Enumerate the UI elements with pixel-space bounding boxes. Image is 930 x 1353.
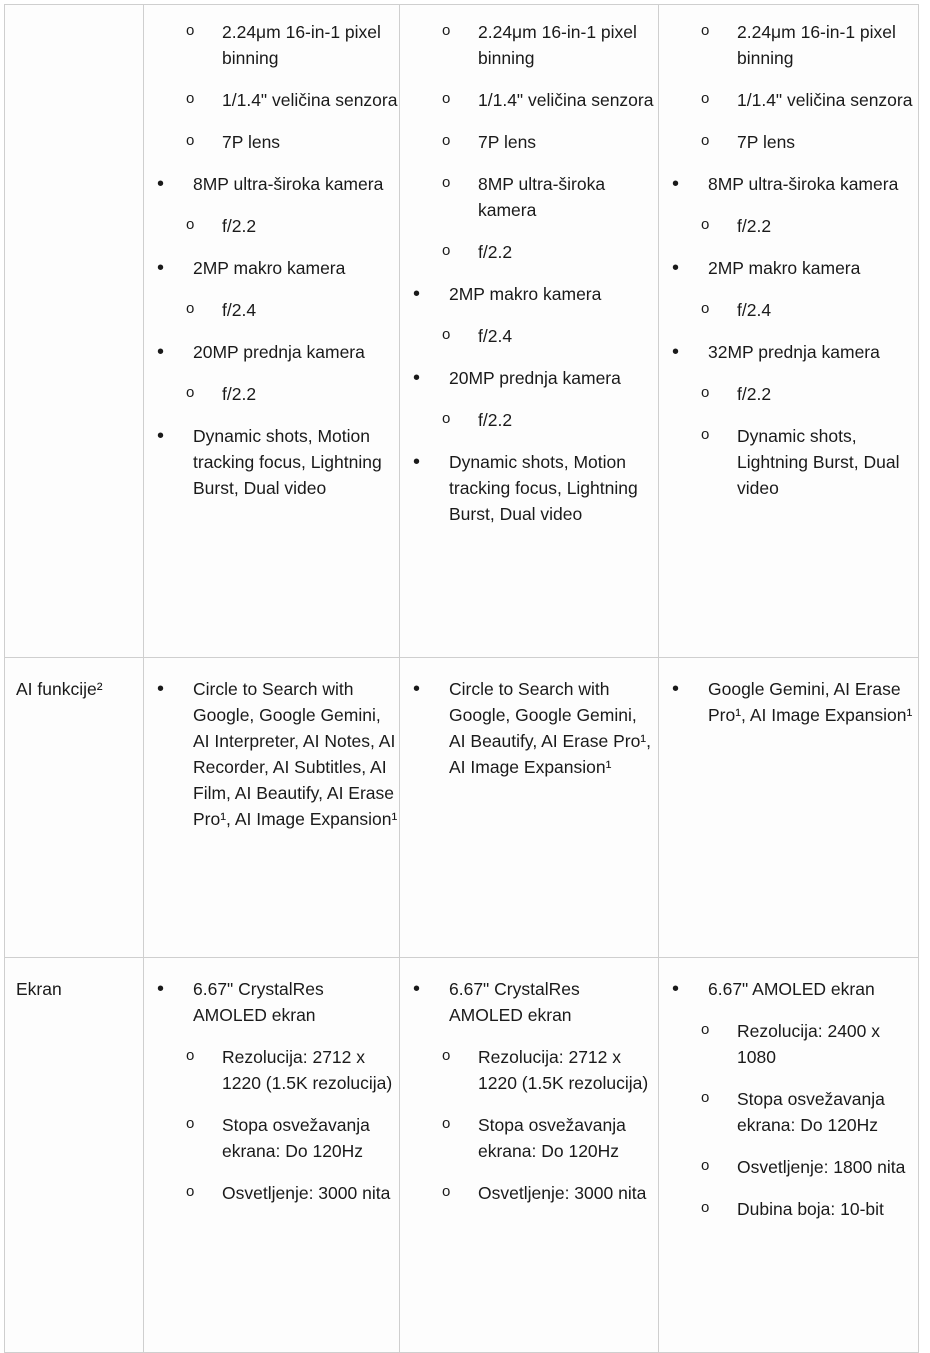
row-label bbox=[5, 5, 144, 658]
sub-bullet-item: o Rezolucija: 2712 x 1220 (1.5K rezolucija) bbox=[145, 1044, 398, 1096]
sub-bullet-item: o 2.24μm 16-in-1 pixel binning bbox=[145, 19, 398, 71]
sub-bullet-item: o Dubina boja: 10-bit bbox=[660, 1196, 917, 1222]
sub-bullet-item: o 7P lens bbox=[660, 129, 917, 155]
spec-table-body bbox=[5, 5, 919, 1353]
row-display bbox=[5, 958, 919, 1353]
spec-list bbox=[145, 976, 398, 1206]
sub-bullet-item: o 2.24μm 16-in-1 pixel binning bbox=[660, 19, 917, 71]
sub-bullet-item: o f/2.4 bbox=[660, 297, 917, 323]
sub-bullet-item: o f/2.2 bbox=[145, 213, 398, 239]
sub-bullet-item: o 7P lens bbox=[401, 129, 657, 155]
bullet-item: • 2MP makro kamera bbox=[145, 255, 398, 281]
sub-bullet-item: o 2.24μm 16-in-1 pixel binning bbox=[401, 19, 657, 71]
bullet-item: • 2MP makro kamera bbox=[401, 281, 657, 307]
bullet-item: • 8MP ultra-široka kamera bbox=[660, 171, 917, 197]
sub-bullet-item: o f/2.2 bbox=[401, 239, 657, 265]
cell-phone-1 bbox=[144, 658, 400, 958]
row-label: Ekran bbox=[5, 958, 144, 1353]
sub-bullet-item: o f/2.2 bbox=[145, 381, 398, 407]
bullet-item: • 20MP prednja kamera bbox=[401, 365, 657, 391]
row-ai-features bbox=[5, 658, 919, 958]
sub-bullet-item: o 1/1.4" veličina senzora bbox=[660, 87, 917, 113]
sub-bullet-item: o 1/1.4" veličina senzora bbox=[145, 87, 398, 113]
sub-bullet-item: o f/2.2 bbox=[660, 381, 917, 407]
sub-bullet-item: o Rezolucija: 2712 x 1220 (1.5K rezolucija) bbox=[401, 1044, 657, 1096]
bullet-item: • 20MP prednja kamera bbox=[145, 339, 398, 365]
sub-bullet-item: o 7P lens bbox=[145, 129, 398, 155]
spec-list bbox=[145, 19, 398, 501]
spec-list bbox=[660, 19, 917, 501]
sub-bullet-item: o Osvetljenje: 3000 nita bbox=[145, 1180, 398, 1206]
spec-list bbox=[660, 976, 917, 1222]
bullet-item: • 32MP prednja kamera bbox=[660, 339, 917, 365]
bullet-item: • Dynamic shots, Motion tracking focus, Lightning Burst, Dual video bbox=[145, 423, 398, 501]
spec-list bbox=[401, 976, 657, 1206]
sub-bullet-item: o 1/1.4" veličina senzora bbox=[401, 87, 657, 113]
sub-bullet-item: o f/2.4 bbox=[401, 323, 657, 349]
spec-list bbox=[660, 676, 917, 728]
sub-bullet-item: o Osvetljenje: 1800 nita bbox=[660, 1154, 917, 1180]
sub-bullet-item: o Rezolucija: 2400 x 1080 bbox=[660, 1018, 917, 1070]
sub-bullet-item: o f/2.4 bbox=[145, 297, 398, 323]
row-label: AI funkcije² bbox=[5, 658, 144, 958]
sub-bullet-item: o f/2.2 bbox=[401, 407, 657, 433]
bullet-item: • 2MP makro kamera bbox=[660, 255, 917, 281]
cell-phone-3 bbox=[659, 658, 919, 958]
spec-list bbox=[401, 19, 657, 527]
bullet-item: • Circle to Search with Google, Google Gemini, AI Interpreter, AI Notes, AI Recorder, AI Subtitles, AI Film, AI Beautify, AI Erase Pro¹, AI Image Expansion¹ bbox=[145, 676, 398, 832]
row-camera bbox=[5, 5, 919, 658]
sub-bullet-item: o Stopa osvežavanja ekrana: Do 120Hz bbox=[145, 1112, 398, 1164]
sub-bullet-item: o 8MP ultra-široka kamera bbox=[401, 171, 657, 223]
sub-bullet-item: o Dynamic shots, Lightning Burst, Dual video bbox=[660, 423, 917, 501]
spec-list bbox=[145, 676, 398, 832]
bullet-item: • 8MP ultra-široka kamera bbox=[145, 171, 398, 197]
bullet-item: • Circle to Search with Google, Google Gemini, AI Beautify, AI Erase Pro¹, AI Image Expansion¹ bbox=[401, 676, 657, 780]
bullet-item: • 6.67" CrystalRes AMOLED ekran bbox=[145, 976, 398, 1028]
cell-phone-2 bbox=[400, 5, 659, 658]
cell-phone-3 bbox=[659, 958, 919, 1353]
cell-phone-2 bbox=[400, 958, 659, 1353]
cell-phone-1 bbox=[144, 5, 400, 658]
spec-comparison-table bbox=[4, 4, 919, 1353]
spec-list bbox=[401, 676, 657, 780]
cell-phone-1 bbox=[144, 958, 400, 1353]
sub-bullet-item: o f/2.2 bbox=[660, 213, 917, 239]
bullet-item: • 6.67" AMOLED ekran bbox=[660, 976, 917, 1002]
cell-phone-2 bbox=[400, 658, 659, 958]
bullet-item: • Google Gemini, AI Erase Pro¹, AI Image Expansion¹ bbox=[660, 676, 917, 728]
sub-bullet-item: o Osvetljenje: 3000 nita bbox=[401, 1180, 657, 1206]
sub-bullet-item: o Stopa osvežavanja ekrana: Do 120Hz bbox=[660, 1086, 917, 1138]
bullet-item: • 6.67" CrystalRes AMOLED ekran bbox=[401, 976, 657, 1028]
bullet-item: • Dynamic shots, Motion tracking focus, Lightning Burst, Dual video bbox=[401, 449, 657, 527]
cell-phone-3 bbox=[659, 5, 919, 658]
sub-bullet-item: o Stopa osvežavanja ekrana: Do 120Hz bbox=[401, 1112, 657, 1164]
